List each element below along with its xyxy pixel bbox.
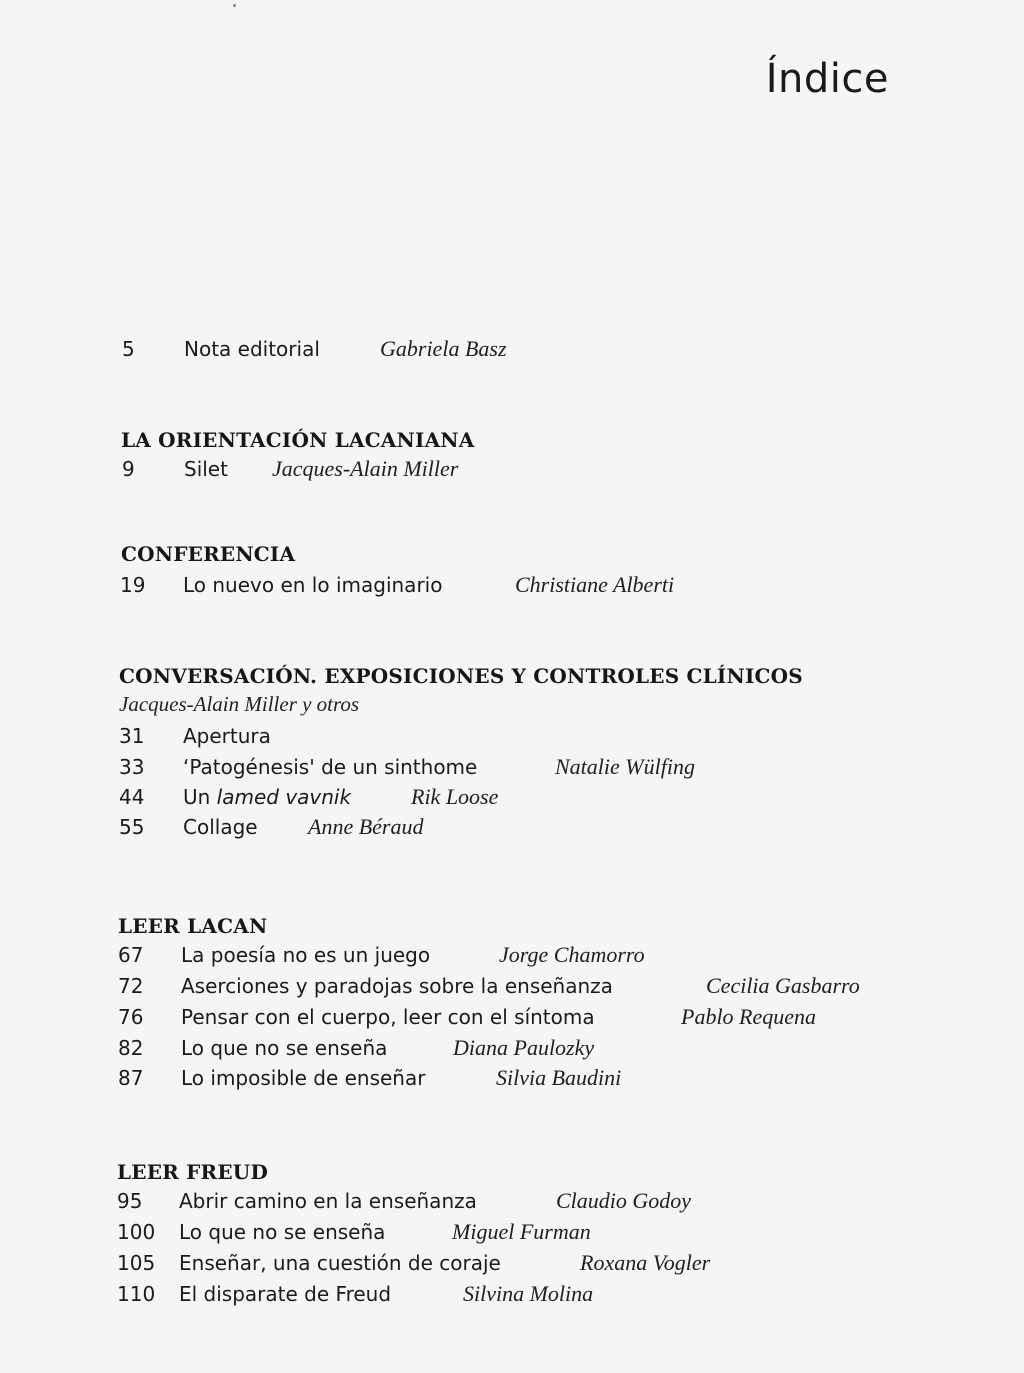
section-heading-leer-freud: LEER FREUD <box>117 1160 268 1184</box>
page-number: 82 <box>118 1036 144 1060</box>
entry-author: Jorge Chamorro <box>499 942 645 967</box>
page-number: 87 <box>118 1066 144 1090</box>
section-heading-conferencia: CONFERENCIA <box>121 542 296 566</box>
entry-author: Silvia Baudini <box>496 1065 622 1090</box>
entry-title: Lo que no se enseña <box>181 1036 388 1060</box>
entry-title: Lo imposible de enseñar <box>181 1066 426 1090</box>
section-subtitle: Jacques-Alain Miller y otros <box>119 692 360 716</box>
entry-title: Silet <box>184 457 228 481</box>
entry-author: Claudio Godoy <box>556 1188 692 1213</box>
entry-title: Enseñar, una cuestión de coraje <box>179 1251 501 1275</box>
entry-author: Silvina Molina <box>463 1281 594 1306</box>
page-number: 76 <box>118 1005 144 1029</box>
page-title: Índice <box>765 56 889 102</box>
page-number: 100 <box>117 1220 156 1244</box>
entry-title-italic: lamed vavnik <box>216 785 352 809</box>
entry-title: Collage <box>183 815 258 839</box>
page-number: 105 <box>117 1251 156 1275</box>
entry-title <box>183 784 351 810</box>
entry-author: Pablo Requena <box>681 1004 817 1029</box>
entry-title: Apertura <box>183 724 271 748</box>
entry-title: Pensar con el cuerpo, leer con el síntoma <box>181 1005 595 1029</box>
entry-author: Christiane Alberti <box>515 572 675 597</box>
page-number: 5 <box>122 337 135 361</box>
entry-title: Nota editorial <box>184 337 320 361</box>
entry-author: Cecilia Gasbarro <box>706 973 860 998</box>
page-number: 31 <box>119 724 145 748</box>
speck-mark <box>233 4 236 7</box>
page-number: 55 <box>119 815 145 839</box>
page-number: 44 <box>119 785 145 809</box>
entry-author: Natalie Wülfing <box>555 754 695 779</box>
page-number: 110 <box>117 1282 156 1306</box>
entry-title-prefix: Un <box>183 785 217 809</box>
page-number: 9 <box>122 457 135 481</box>
entry-title: Aserciones y paradojas sobre la enseñanza <box>181 974 613 998</box>
entry-author: Rik Loose <box>411 784 499 809</box>
page-number: 67 <box>118 943 144 967</box>
entry-author: Anne Béraud <box>308 814 424 839</box>
page-number: 72 <box>118 974 144 998</box>
page-number: 95 <box>117 1189 143 1213</box>
entry-title: ‘Patogénesis' de un sinthome <box>183 755 478 779</box>
entry-title: La poesía no es un juego <box>181 943 431 967</box>
entry-title: Abrir camino en la enseñanza <box>179 1189 477 1213</box>
entry-author: Diana Paulozky <box>453 1035 595 1060</box>
section-heading-leer-lacan: LEER LACAN <box>118 914 268 938</box>
entry-author: Roxana Vogler <box>580 1250 711 1275</box>
page-number: 33 <box>119 755 145 779</box>
entry-author: Gabriela Basz <box>380 336 507 361</box>
entry-title: El disparate de Freud <box>179 1282 392 1306</box>
entry-author: Miguel Furman <box>452 1219 591 1244</box>
page-number: 19 <box>120 573 146 597</box>
entry-title: Lo nuevo en lo imaginario <box>183 573 443 597</box>
section-heading-orientacion: LA ORIENTACIÓN LACANIANA <box>121 428 475 452</box>
section-heading-conversacion: CONVERSACIÓN. EXPOSICIONES Y CONTROLES CLÍNICOS <box>119 664 803 688</box>
entry-title: Lo que no se enseña <box>179 1220 386 1244</box>
entry-author: Jacques-Alain Miller <box>272 456 459 481</box>
